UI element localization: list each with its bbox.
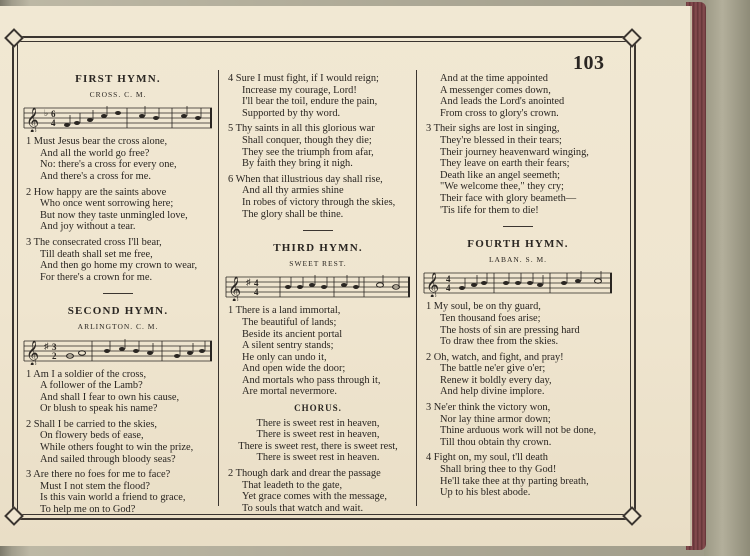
verse-line: Death like an angel seemeth;: [440, 169, 561, 181]
page-number: 103: [573, 52, 605, 74]
tune-name: CROSS. C. M.: [89, 89, 147, 99]
verse-line: Their journey heavenward winging,: [440, 146, 589, 158]
verse-line: To help me on to God?: [40, 504, 136, 516]
verse-line: 3 Ne'er think the victory won,: [426, 402, 551, 414]
verse-line: He only can undo it,: [242, 351, 327, 363]
verse-line: 4 Fight on, my soul, t'll death: [426, 452, 548, 464]
verse-line: The battle ne'er give o'er;: [440, 363, 546, 375]
verse: [420, 402, 616, 448]
verse-line: In robes of victory through the skies,: [242, 196, 396, 208]
verse-line: Supported by thy word.: [242, 107, 341, 119]
verse-line: Or blush to speak his name?: [40, 403, 158, 415]
verse-line: There is sweet rest in heaven,: [256, 429, 380, 441]
tune-name: SWEET REST.: [289, 258, 347, 268]
svg-text:♯: ♯: [246, 277, 251, 288]
verse-line: On flowery beds of ease,: [40, 430, 144, 442]
verse-line: 1 Am I a soldier of the cross,: [26, 368, 147, 380]
verse-line: They're blessed in their tears;: [440, 134, 562, 146]
verse: [222, 73, 414, 119]
verse-line: The glory shall be thine.: [242, 208, 344, 220]
verse-line: There is sweet rest in heaven,: [256, 417, 380, 429]
verse-line: 3 The consecrated cross I'll bear,: [26, 236, 162, 248]
verse: [20, 187, 216, 233]
verse-line: To draw thee from the skies.: [440, 336, 559, 348]
hymn-divider: [503, 226, 533, 227]
verse-line: And sailed through bloody seas?: [40, 453, 176, 465]
verse-line: And all thy armies shine: [242, 185, 344, 197]
verse-line: Are mortal nevermore.: [242, 386, 337, 398]
verse-line: Increase my courage, Lord!: [242, 84, 357, 96]
verse-line: And open wide the door;: [242, 363, 346, 375]
verse: [20, 469, 216, 515]
verse-line: They see the triumph from afar,: [242, 146, 374, 158]
svg-text:𝄞: 𝄞: [26, 107, 40, 133]
verse-line: Their face with glory beameth—: [440, 192, 577, 204]
verse-line: Is this vain world a friend to grace,: [40, 492, 186, 504]
hymn-divider: [303, 230, 333, 231]
verse-line: But now they taste unmingled love,: [40, 209, 188, 221]
verse-line: 1 There is a land immortal,: [228, 305, 341, 317]
verse-line: 2 Though dark and drear the passage: [228, 468, 381, 480]
svg-text:𝄞: 𝄞: [426, 272, 440, 298]
verse: [420, 452, 616, 498]
verse-line: While others fought to win the prize,: [40, 442, 194, 454]
verse-line: And there's a cross for me.: [40, 170, 151, 182]
verse-line: They leave on earth their fears;: [440, 158, 570, 170]
verse-line: 1 My soul, be on thy guard,: [426, 301, 541, 313]
verse-line: Up to his blest abode.: [440, 487, 531, 499]
svg-text:4: 4: [446, 283, 451, 294]
hymn-title: THIRD HYMN.: [273, 242, 363, 255]
svg-text:4: 4: [51, 118, 56, 129]
music-staff: [422, 267, 614, 297]
column-1: [20, 70, 216, 520]
verse: [20, 237, 216, 283]
svg-text:𝄞: 𝄞: [228, 276, 242, 302]
book-cover-edge: [704, 0, 750, 556]
music-staff: [22, 102, 214, 132]
verse-line: Must I not stem the flood?: [40, 480, 150, 492]
verse-line: To souls that watch and wait.: [242, 502, 364, 514]
verse-line: 2 Oh, watch, and fight, and pray!: [426, 351, 564, 363]
hymn-divider: [103, 293, 133, 294]
verse-line: No: there's a cross for every one,: [40, 159, 177, 171]
svg-text:3: 3: [52, 341, 57, 352]
svg-text:♭: ♭: [44, 108, 49, 119]
verse-line: And joy without a tear.: [40, 221, 136, 233]
verse-line: Thine arduous work will not be done,: [440, 425, 597, 437]
svg-text:4: 4: [446, 274, 451, 285]
verse-line: Till death shall set me free,: [40, 248, 153, 260]
verse-line: 4 Sure I must fight, if I would reign;: [228, 73, 379, 84]
verse-line: And mortals who pass through it,: [242, 374, 381, 386]
verse-line: For there's a crown for me.: [40, 271, 153, 283]
hymn-title: FOURTH HYMN.: [467, 238, 569, 251]
svg-text:6: 6: [51, 109, 56, 120]
verse-line: 6 When that illustrious day shall rise,: [228, 173, 383, 185]
verse-line: 2 How happy are the saints above: [26, 186, 167, 198]
verse-line: Shall conquer, though they die;: [242, 134, 372, 146]
column-divider: [218, 70, 219, 506]
verse: [20, 136, 216, 182]
verse: [20, 369, 216, 415]
verse-line: A follower of the Lamb?: [40, 380, 143, 392]
verse-line: 5 Thy saints in all this glorious war: [228, 123, 375, 135]
verse-line: A messenger comes down,: [440, 84, 551, 96]
verse-line: And all the world go free?: [40, 147, 150, 159]
verse-line: The hosts of sin are pressing hard: [440, 324, 580, 336]
tune-name: ARLINGTON. C. M.: [77, 321, 159, 331]
svg-text:4: 4: [254, 278, 259, 289]
verse-line: I'll bear the toil, endure the pain,: [242, 96, 378, 108]
chorus-label: CHORUS.: [294, 403, 342, 414]
verse-line: A silent sentry stands;: [242, 340, 334, 352]
verse-line: And leads the Lord's anointed: [440, 96, 565, 108]
svg-text:4: 4: [254, 287, 259, 298]
music-staff: [224, 271, 412, 301]
verse: [222, 123, 414, 169]
column-2: [222, 70, 414, 518]
verse-line: "We welcome thee," they cry;: [440, 181, 564, 193]
verse-line: He'll take thee at thy parting breath,: [440, 475, 589, 487]
svg-text:♯: ♯: [44, 340, 49, 351]
hymn-title: SECOND HYMN.: [67, 305, 169, 318]
verse-line: There is sweet rest in heaven.: [256, 452, 380, 464]
verse-line: And help divine implore.: [440, 386, 545, 398]
verse: [222, 468, 414, 514]
verse-line: There is sweet rest, there is sweet rest,: [238, 440, 398, 452]
verse-line: By faith they bring it nigh.: [242, 158, 353, 170]
verse-line: From cross to glory's crown.: [440, 107, 559, 119]
chorus: [222, 418, 414, 464]
column-3: [420, 70, 616, 503]
verse-line: 1 Must Jesus bear the cross alone,: [26, 136, 168, 148]
verse-line: Ten thousand foes arise;: [440, 312, 541, 324]
verse-line: 3 Their sighs are lost in singing,: [426, 123, 560, 135]
tune-name: LABAN. S. M.: [488, 254, 548, 264]
svg-text:2: 2: [52, 350, 57, 361]
verse-line: Shall bring thee to thy God!: [440, 464, 557, 476]
hymn-title: FIRST HYMN.: [75, 73, 161, 85]
svg-text:𝄞: 𝄞: [26, 339, 40, 365]
verse: [222, 174, 414, 220]
verse: [420, 301, 616, 347]
verse-line: Nor lay thine armor down;: [440, 413, 551, 425]
verse-line: That leadeth to the gate,: [242, 479, 343, 491]
verse-line: Who once went sorrowing here;: [40, 198, 174, 210]
verse: [420, 123, 616, 216]
verse-line: The beautiful of lands;: [242, 316, 337, 328]
verse-line: Renew it boldly every day,: [440, 374, 552, 386]
verse-line: Yet grace comes with the message,: [242, 491, 387, 503]
column-divider: [416, 70, 417, 506]
verse: [222, 305, 414, 398]
verse: [20, 419, 216, 465]
verse-line: 2 Shall I be carried to the skies,: [26, 418, 157, 430]
verse-line: Beside its ancient portal: [242, 328, 343, 340]
verse-line: Till thou obtain thy crown.: [440, 436, 552, 448]
verse-line: And then go home my crown to wear,: [40, 260, 198, 272]
verse-line: 'Tis life for them to die!: [440, 204, 539, 216]
verse-line: 3 Are there no foes for me to face?: [26, 469, 171, 481]
music-staff: [22, 335, 214, 365]
verse: [420, 73, 616, 119]
verse-line: And at the time appointed: [440, 73, 548, 84]
verse: [420, 352, 616, 398]
verse-line: And shall I fear to own his cause,: [40, 391, 180, 403]
